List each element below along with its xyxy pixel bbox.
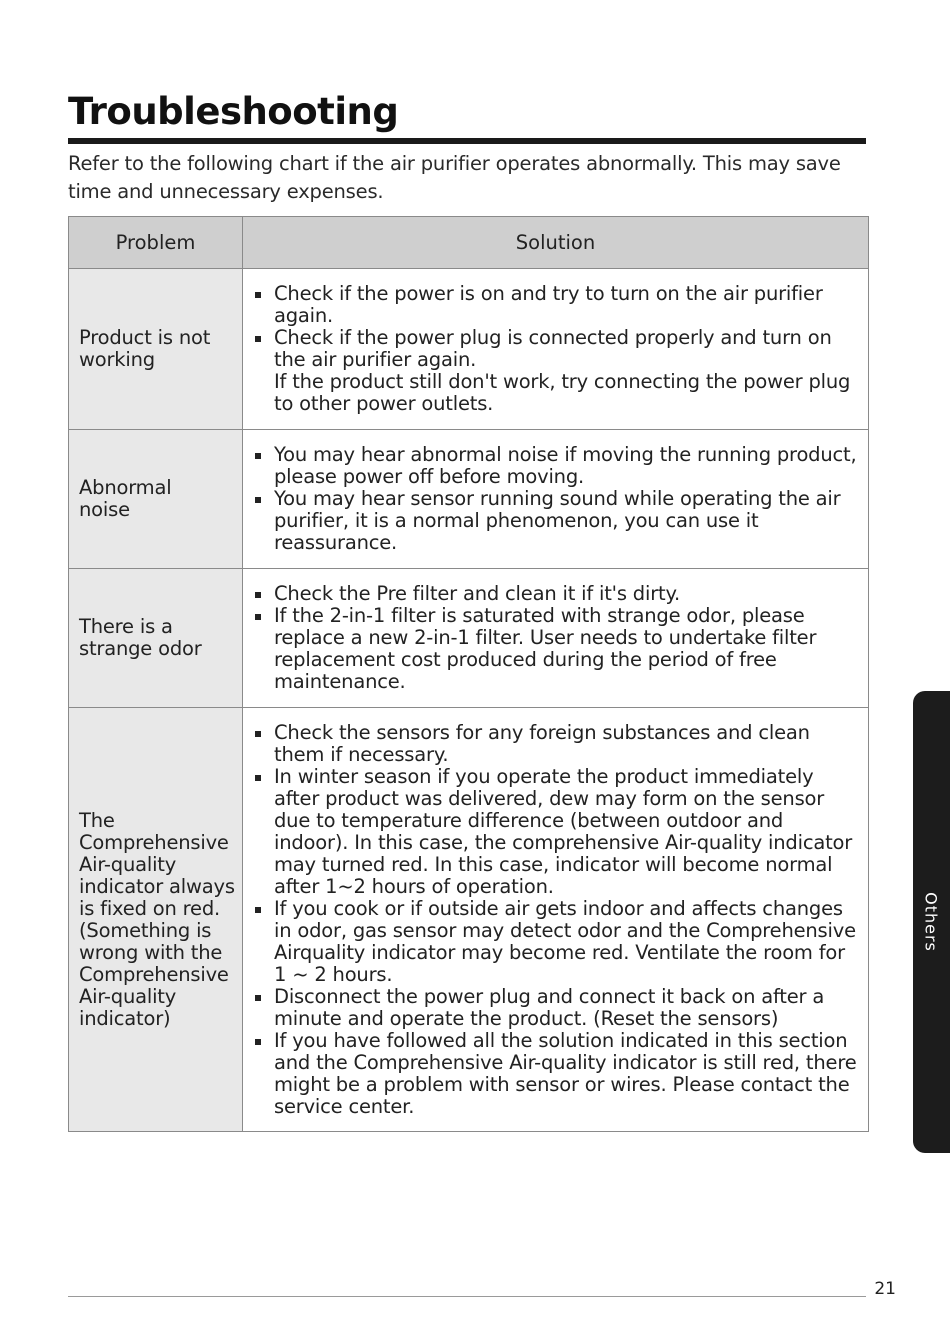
footer-divider (68, 1296, 866, 1297)
solution-item: Disconnect the power plug and connect it back on after a minute and operate the product. (Reset the sensors) (254, 986, 860, 1030)
intro-text: Refer to the following chart if the air purifier operates abnormally. This may save time and unnecessary expenses. (68, 152, 841, 203)
table-row (69, 430, 869, 569)
solution-cell (243, 569, 869, 708)
page-number: 21 (874, 1279, 896, 1299)
table-header-row (69, 217, 869, 269)
column-header-solution: Solution (243, 217, 869, 269)
troubleshooting-table (68, 216, 869, 1132)
solution-item: Check the sensors for any foreign substances and clean them if necessary. (254, 722, 860, 766)
solution-list (254, 283, 860, 415)
problem-cell: There is a strange odor (69, 569, 243, 708)
table-row (69, 269, 869, 430)
solution-list (254, 722, 860, 1118)
problem-cell: Product is not working (69, 269, 243, 430)
solution-item: Check the Pre filter and clean it if it's dirty. (254, 583, 860, 605)
table-row (69, 569, 869, 708)
solution-item: Check if the power is on and try to turn on the air purifier again. (254, 283, 860, 327)
column-header-problem: Problem (69, 217, 243, 269)
solution-cell (243, 708, 869, 1132)
solution-list (254, 583, 860, 693)
problem-cell: Abnormal noise (69, 430, 243, 569)
solution-item: If the 2-in-1 filter is saturated with strange odor, please replace a new 2-in-1 filter. User needs to undertake filter replacement cost produced during the period of free maintenance. (254, 605, 860, 693)
page-title: Troubleshooting (68, 88, 866, 144)
solution-item: If you have followed all the solution indicated in this section and the Comprehensive Air-quality indicator is still red, there might be a problem with sensor or wires. Please contact the service center. (254, 1030, 860, 1118)
solution-item: In winter season if you operate the product immediately after product was delivered, dew may form on the sensor due to temperature difference (between outdoor and indoor). In this case, the comprehensive Air-quality indicator may turned red. In this case, indicator will become normal after 1~2 hours of operation. (254, 766, 860, 898)
problem-cell: The Comprehensive Air-quality indicator always is fixed on red. (Something is wrong with the Comprehensive Air-quality indicator) (69, 708, 243, 1132)
solution-item: You may hear sensor running sound while operating the air purifier, it is a normal phenomenon, you can use it reassurance. (254, 488, 860, 554)
solution-list (254, 444, 860, 554)
solution-item: Check if the power plug is connected properly and turn on the air purifier again. If the product still don't work, try connecting the power plug to other power outlets. (254, 327, 860, 415)
solution-item: If you cook or if outside air gets indoor and affects changes in odor, gas sensor may detect odor and the Comprehensive Airquality indicator may become red. Ventilate the room for 1 ~ 2 hours. (254, 898, 860, 986)
side-tab-label: Others (921, 892, 941, 952)
solution-cell (243, 430, 869, 569)
solution-item: You may hear abnormal noise if moving the running product, please power off before moving. (254, 444, 860, 488)
table-row (69, 708, 869, 1132)
solution-cell (243, 269, 869, 430)
